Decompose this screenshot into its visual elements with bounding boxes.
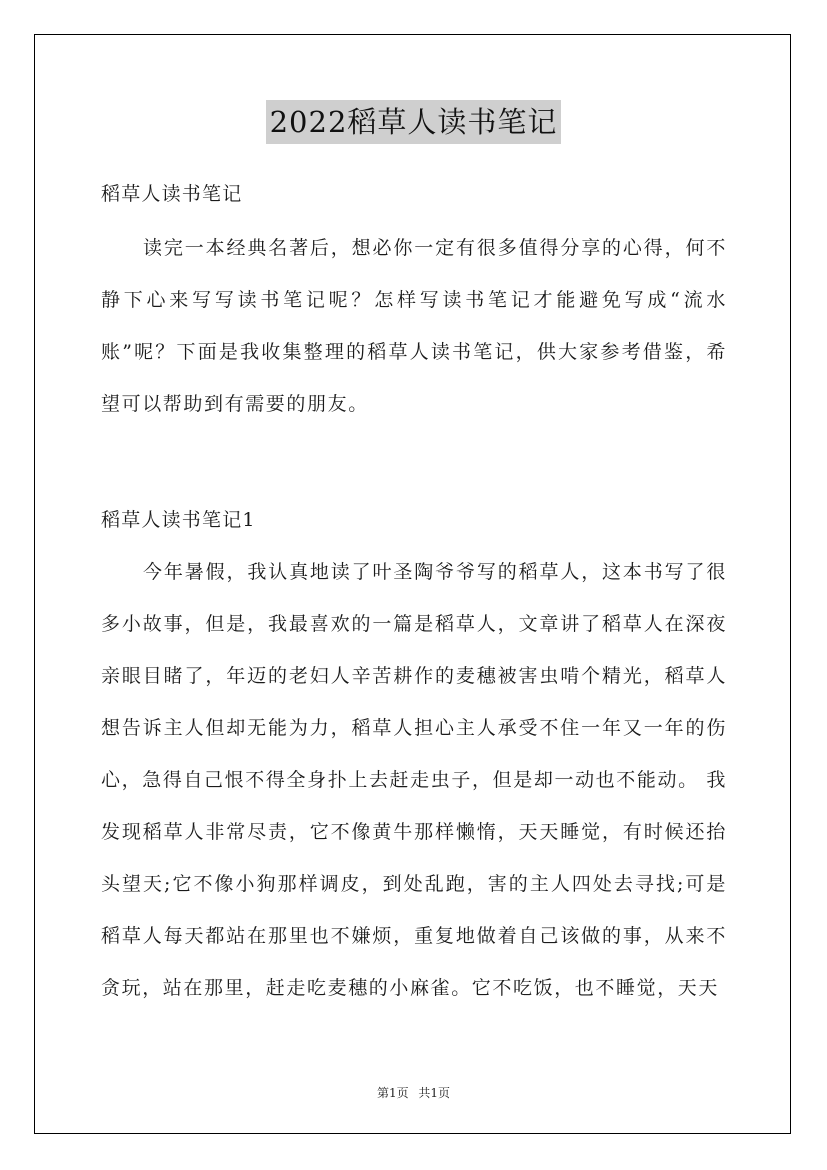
intro-heading: 稻草人读书笔记: [101, 183, 243, 205]
document-title: 2022稻草人读书笔记: [266, 100, 562, 144]
page-number: 第1页: [376, 1086, 409, 1100]
title-container: [0, 100, 827, 144]
section-paragraph: 今年暑假，我认真地读了叶圣陶爷爷写的稻草人，这本书写了很多小故事，但是，我最喜欢的一篇是稻草人，文章讲了稻草人在深夜亲眼目睹了，年迈的老妇人辛苦耕作的麦穗被害虫啃个精光，稻草人想告诉主人但却无能为力，稻草人担心主人承受不住一年又一年的伤心，急得自己恨不得全身扑上去赶走虫子，但是却一动也不能动。 我发现稻草人非常尽责，它不像黄牛那样懒惰，天天睡觉，有时候还抬头望天;它不像小狗那样调皮，到处乱跑，害的主人四处去寻找;可是稻草人每天都站在那里也不嫌烦，重复地做着自己该做的事，从来不贪玩，站在那里，赶走吃麦穗的小麻雀。它不吃饭，也不睡觉，天天: [101, 561, 727, 999]
section-heading: 稻草人读书笔记1: [101, 509, 256, 531]
total-pages: 共1页: [418, 1086, 451, 1100]
page-footer: [0, 1084, 827, 1101]
intro-paragraph: 读完一本经典名著后，想必你一定有很多值得分享的心得，何不静下心来写写读书笔记呢？怎样写读书笔记才能避免写成“流水账”呢？下面是我收集整理的稻草人读书笔记，供大家参考借鉴，希望可以帮助到有需要的朋友。: [101, 237, 727, 415]
